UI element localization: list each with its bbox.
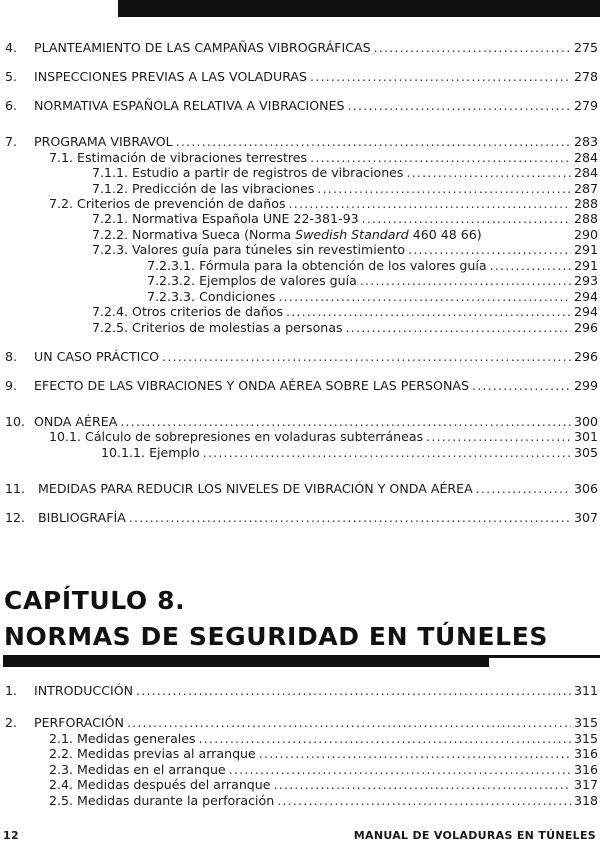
toc-label: 7.2.3.1. Fórmula para la obtención de los valores guía [147, 258, 487, 273]
toc-leader [120, 414, 571, 429]
toc-leader [199, 731, 571, 746]
toc-number: 4. [5, 40, 18, 55]
toc-page: 301 [573, 429, 598, 444]
toc-label: 7.2.3.2. Ejemplos de valores guía [147, 273, 357, 288]
toc-leader [317, 181, 571, 196]
footer-page-number: 12 [3, 829, 19, 842]
toc-entry [49, 429, 598, 444]
toc-page: 294 [573, 289, 598, 304]
chapter-title: NORMAS DE SEGURIDAD EN TÚNELES [4, 622, 548, 651]
toc-entry [92, 211, 598, 226]
toc-label: 7.2.1. Normativa Española UNE 22-381-93 [92, 211, 359, 226]
toc-page: 305 [573, 445, 598, 460]
toc-leader [490, 258, 571, 273]
toc-page: 283 [573, 134, 598, 149]
toc-page: 315 [573, 715, 598, 730]
toc-entry [5, 510, 598, 525]
toc-entry [49, 196, 598, 211]
toc-entry [5, 69, 598, 84]
toc-leader [229, 762, 571, 777]
toc-label: EFECTO DE LAS VIBRACIONES Y ONDA AÉREA SOBRE LAS PERSONAS [34, 378, 469, 393]
toc-page: 279 [573, 98, 598, 113]
toc-label: 10.1. Cálculo de sobrepresiones en voladuras subterráneas [49, 429, 424, 444]
toc-entry [49, 150, 598, 165]
toc-label: ONDA AÉREA [34, 414, 118, 429]
chapter-rule-thin [489, 655, 600, 658]
toc-entry [92, 181, 598, 196]
toc-leader [476, 481, 571, 496]
toc-entry [92, 165, 598, 180]
chapter-number: CAPÍTULO 8. [4, 586, 186, 615]
toc-page: 316 [573, 746, 598, 761]
toc-page: 300 [573, 414, 598, 429]
header-bar [118, 0, 600, 17]
toc-label: 7.2.4. Otros criterios de daños [92, 304, 284, 319]
toc-label: 10.1.1. Ejemplo [101, 445, 200, 460]
toc-entry [101, 445, 598, 460]
toc-leader [203, 445, 571, 460]
toc-leader [374, 40, 571, 55]
toc-label: MEDIDAS PARA REDUCIR LOS NIVELES DE VIBRACIÓN Y ONDA AÉREA [38, 481, 473, 496]
toc-leader [277, 793, 571, 808]
toc-number: 7. [5, 134, 18, 149]
toc-entry [49, 731, 598, 746]
toc-label: 7.1. Estimación de vibraciones terrestres [49, 150, 308, 165]
toc-number: 12. [5, 510, 26, 525]
toc-page: 317 [573, 777, 598, 792]
toc-page: 294 [573, 304, 598, 319]
toc-page: 287 [573, 181, 598, 196]
toc-label: INSPECCIONES PREVIAS A LAS VOLADURAS [34, 69, 308, 84]
toc-leader [127, 715, 571, 730]
toc-label: 2.4. Medidas después del arranque [49, 777, 271, 792]
toc-entry [5, 481, 598, 496]
toc-leader [274, 777, 571, 792]
toc-number: 5. [5, 69, 18, 84]
toc-leader [176, 134, 571, 149]
toc-label: 2.5. Medidas durante la perforación [49, 793, 275, 808]
toc-page: 293 [573, 273, 598, 288]
toc-page: 284 [573, 150, 598, 165]
toc-page: 291 [573, 258, 598, 273]
toc-entry [5, 98, 598, 113]
toc-leader [310, 69, 571, 84]
toc-entry [92, 304, 598, 319]
toc-page: 299 [573, 378, 598, 393]
toc-entry [49, 777, 598, 792]
toc-label: INTRODUCCIÓN [34, 683, 134, 698]
toc-label: 7.2. Criterios de prevención de daños [49, 196, 286, 211]
toc-entry [92, 227, 598, 242]
toc-leader [426, 429, 571, 444]
toc-entry [5, 715, 598, 730]
toc-entry [92, 320, 598, 335]
toc-leader [310, 150, 571, 165]
chapter-rule [3, 655, 489, 667]
toc-leader [129, 510, 571, 525]
footer-book-title: MANUAL DE VOLADURAS EN TÚNELES [353, 829, 596, 842]
toc-label: 7.1.2. Predicción de las vibraciones [92, 181, 315, 196]
toc-page: 318 [573, 793, 598, 808]
toc-label-part: 460 48 66) [408, 227, 482, 242]
toc-entry [5, 683, 598, 698]
toc-leader [362, 211, 571, 226]
toc-label-italic: Swedish Standard [295, 227, 409, 242]
toc-number: 9. [5, 378, 18, 393]
toc-number: 8. [5, 349, 18, 364]
toc-page: 284 [573, 165, 598, 180]
toc-page: 291 [573, 242, 598, 257]
toc-leader [406, 165, 570, 180]
toc-leader [408, 242, 571, 257]
toc-leader [348, 98, 571, 113]
toc-leader [162, 349, 571, 364]
toc-number: 6. [5, 98, 18, 113]
toc-page: 307 [573, 510, 598, 525]
toc-entry [5, 134, 598, 149]
toc-page: 290 [573, 227, 598, 242]
toc-entry [49, 762, 598, 777]
toc-label: 2.1. Medidas generales [49, 731, 196, 746]
toc-leader [278, 289, 570, 304]
toc-leader [286, 304, 571, 319]
toc-page: 296 [573, 349, 598, 364]
toc-number: 11. [5, 481, 26, 496]
toc-label: NORMATIVA ESPAÑOLA RELATIVA A VIBRACIONES [34, 98, 345, 113]
toc-entry [5, 349, 598, 364]
toc-entry [49, 793, 598, 808]
toc-leader [360, 273, 571, 288]
toc-entry [5, 414, 598, 429]
toc-entry [147, 289, 598, 304]
toc-page: 288 [573, 211, 598, 226]
toc-label: 2.2. Medidas previas al arranque [49, 746, 256, 761]
toc-number: 10. [5, 414, 26, 429]
toc-entry [49, 746, 598, 761]
toc-leader [259, 746, 571, 761]
toc-label: 2.3. Medidas en el arranque [49, 762, 226, 777]
toc-number: 2. [5, 715, 18, 730]
toc-label: 7.2.3.3. Condiciones [147, 289, 276, 304]
toc-page: 311 [573, 683, 598, 698]
toc-leader [136, 683, 571, 698]
toc-page: 275 [573, 40, 598, 55]
toc-entry [92, 242, 598, 257]
toc-leader [472, 378, 571, 393]
toc-leader [346, 320, 571, 335]
toc-leader [289, 196, 571, 211]
toc-entry [5, 40, 598, 55]
toc-label: PLANTEAMIENTO DE LAS CAMPAÑAS VIBROGRÁFICAS [34, 40, 371, 55]
toc-label: PERFORACIÓN [34, 715, 124, 730]
toc-number: 1. [5, 683, 18, 698]
toc-page: 306 [573, 481, 598, 496]
toc-page: 288 [573, 196, 598, 211]
toc-page: 278 [573, 69, 598, 84]
toc-label: 7.2.5. Criterios de molestias a personas [92, 320, 343, 335]
toc-label: 7.1.1. Estudio a partir de registros de vibraciones [92, 165, 404, 180]
toc-label-part: 7.2.2. Normativa Sueca (Norma [92, 227, 296, 242]
toc-page: 315 [573, 731, 598, 746]
toc-label: UN CASO PRÁCTICO [34, 349, 160, 364]
toc-label: PROGRAMA VIBRAVOL [34, 134, 173, 149]
toc-entry [147, 258, 598, 273]
toc-label: 7.2.3. Valores guía para túneles sin revestimiento [92, 242, 406, 257]
toc-page: 316 [573, 762, 598, 777]
toc-entry [147, 273, 598, 288]
toc-label [92, 227, 482, 242]
toc-page: 296 [573, 320, 598, 335]
toc-label: BIBLIOGRAFÍA [38, 510, 126, 525]
toc-entry [5, 378, 598, 393]
